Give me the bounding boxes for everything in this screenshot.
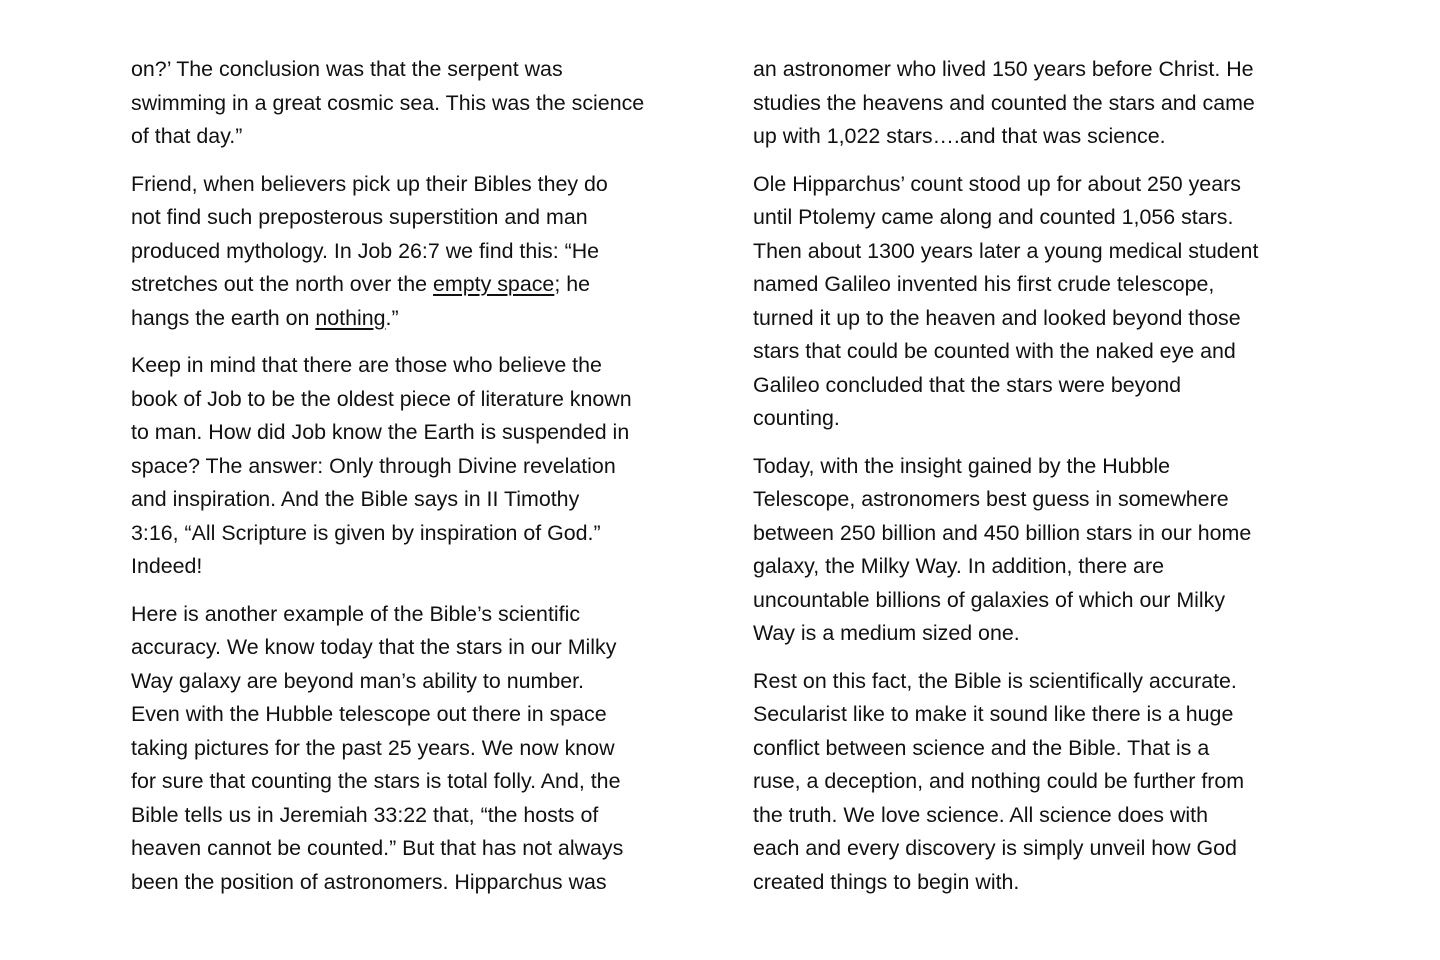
left-paragraph-3: Keep in mind that there are those who believe the book of Job to be the oldest piece of literature known to man. How did Job know the Earth is suspended in space? The answer: Only through Divine revelation and inspiration. And the Bible says in II Timothy 3:16, “All Scripture is given by inspiration of God.” Indeed! bbox=[131, 353, 632, 578]
left-paragraph-2-text-b: ; he hangs the earth on bbox=[131, 272, 590, 330]
underlined-nothing: nothing bbox=[315, 305, 386, 330]
right-paragraph-2: Ole Hipparchus’ count stood up for about 250 years until Ptolemy came along and counted 1,056 stars. Then about 1300 years later a young medical student named Galileo invented his first crude telescope, turned it up to the heaven and looked beyond those stars that could be counted with the naked eye and Galileo concluded that the stars were beyond counting. bbox=[753, 171, 1259, 430]
underlined-empty-space: empty space bbox=[433, 272, 555, 296]
left-paragraph-1: on?’ The conclusion was that the serpent was swimming in a great cosmic sea. This was the science of that day.” bbox=[131, 57, 645, 148]
left-column bbox=[131, 53, 706, 913]
left-paragraph-2-text-c: .” bbox=[385, 305, 399, 330]
right-paragraph-1: an astronomer who lived 150 years before Christ. He studies the heavens and counted the stars and came up with 1,022 stars….and that was science. bbox=[753, 57, 1255, 148]
left-paragraph-4: Here is another example of the Bible’s scientific accuracy. We know today that the stars in our Milky Way galaxy are beyond man’s ability to number. Even with the Hubble telescope out there in space taking pictures for the past 25 years. We now know for sure that counting the stars is total folly. And, the Bible tells us in Jeremiah 33:22 that, “the hosts of heaven cannot be counted.” But that has not always been the position of astronomers. Hipparchus was bbox=[131, 601, 624, 894]
right-column bbox=[753, 53, 1328, 913]
left-paragraph-2 bbox=[131, 168, 706, 336]
right-paragraph-3: Today, with the insight gained by the Hubble Telescope, astronomers best guess in somewhere between 250 billion and 450 billion stars in our home galaxy, the Milky Way. In addition, there are uncountable billions of galaxies of which our Milky Way is a medium sized one. bbox=[753, 453, 1252, 645]
right-paragraph-4: Rest on this fact, the Bible is scientifically accurate. Secularist like to make it sound like there is a huge conflict between science and the Bible. That is a ruse, a deception, and nothing could be further from the truth. We love science. All science does with each and every discovery is simply unveil how God created things to begin with. bbox=[753, 668, 1245, 894]
left-paragraph-2-text-a: Friend, when believers pick up their Bibles they do not find such preposterous superstition and man produced mythology. In Job 26:7 we find this: “He stretches out the north over the bbox=[131, 171, 608, 296]
